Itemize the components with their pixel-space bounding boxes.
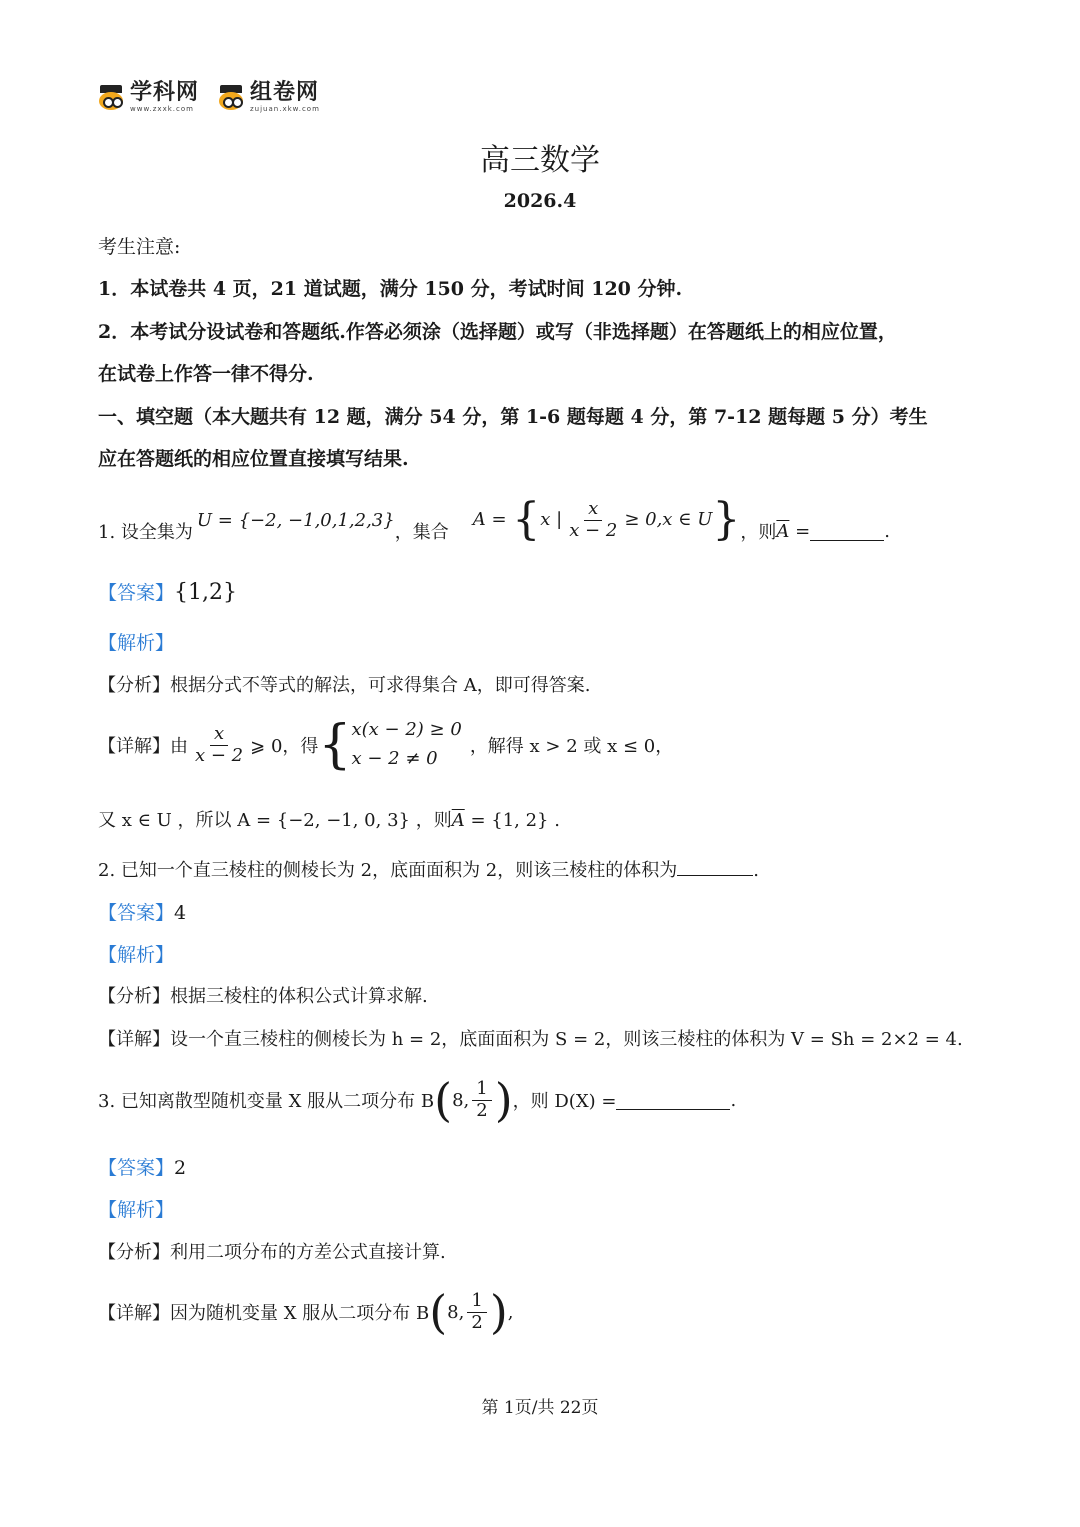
logo-url: zujuan.xkw.com <box>250 105 320 113</box>
q3-tail: ，则 D(X) = <box>512 1091 617 1112</box>
q1-jiexi-row <box>98 628 174 655</box>
q3-detail-binom-n: 8, <box>447 1301 465 1323</box>
q3-detail-prefix: 因为随机变量 X 服从二项分布 B <box>170 1303 430 1324</box>
jiexi-tag: 【解析】 <box>98 632 175 654</box>
q3-detail-tail: , <box>507 1301 514 1323</box>
xiangjie-tag: 【详解】 <box>98 736 170 757</box>
q1-system: { x(x − 2) ≥ 0 x − 2 ≠ 0 <box>318 715 462 775</box>
logo-name: 学科网 <box>130 80 200 105</box>
q1-eq: = <box>789 520 811 542</box>
q2-answer-row <box>98 898 186 925</box>
owl-icon <box>98 85 124 111</box>
q1-line2: 又 x ∈ U ，所以 A = {−2, −1, 0, 3} ，则 <box>98 810 452 831</box>
section-heading: 一、填空题（本大题共有 12 题，满分 54 分，第 1-6 题每题 4 分，第 7-12 题每题 5 分）考生 <box>98 406 928 428</box>
q1-line2-abar: $\overline{A}$ <box>451 810 465 831</box>
answer-blank <box>616 1091 730 1110</box>
jiexi-tag: 【解析】 <box>98 1199 175 1221</box>
q1-set-A: A = {x | $\frac{x}{x - 2}$ ≥ 0,x ∈ U} <box>472 494 741 545</box>
q1-A-lhs: A = <box>472 509 513 530</box>
fenxi-tag: 【分析】 <box>98 675 170 696</box>
q3-prefix: 3. 已知离散型随机变量 X 服从二项分布 B <box>98 1091 435 1112</box>
q3-fenxi: 利用二项分布的方差公式直接计算. <box>170 1242 446 1263</box>
q1-answer: {1,2} <box>174 580 237 605</box>
q1-tail: ，则 <box>740 522 777 543</box>
exam-date: 2026.4 <box>503 190 577 212</box>
q1-frac-num: x <box>584 499 602 521</box>
q1-complement <box>776 521 810 542</box>
q1-detail-row <box>98 714 673 776</box>
notice-item-1: 1．本试卷共 4 页，21 道试题，满分 150 分，考试时间 120 分钟. <box>98 278 683 300</box>
q1-detail-solve: ，解得 x > 2 或 x ≤ 0， <box>469 736 674 757</box>
q3-detail-row: 【详解】 因为随机变量 X 服从二项分布 B ( 8, $\frac{1}{2}$ ) , <box>98 1285 514 1339</box>
logo-zujuanwang <box>218 82 320 113</box>
section-heading-cont: 应在答题纸的相应位置直接填写结果. <box>98 448 409 470</box>
q3-binom-num: 1 <box>472 1079 491 1101</box>
answer-tag: 【答案】 <box>98 582 175 604</box>
logo-xuekewang <box>98 82 199 113</box>
q1-universal-set: U = {−2, −1,0,1,2,3} <box>196 509 395 531</box>
notice-item-2-cont: 在试卷上作答一律不得分. <box>98 363 314 385</box>
q1-line2-end: = {1, 2} . <box>464 810 560 831</box>
question-1: 1. 设全集为 U = {−2, −1,0,1,2,3} ，集合 A = {x | $\frac{x}{x - 2}$ ≥ 0,x ∈ U} ，则 $\overline{A}$ = . <box>98 494 890 545</box>
fenxi-tag: 【分析】 <box>98 1242 170 1263</box>
q1-abar: $\overline{A}$ <box>776 520 790 542</box>
q3-fenxi-row <box>98 1238 446 1264</box>
question-3: 3. 已知离散型随机变量 X 服从二项分布 B ( 8, $\frac{1}{2}$ ) ，则 D(X) = . <box>98 1073 737 1127</box>
xiangjie-tag: 【详解】 <box>98 1303 170 1324</box>
page-title: 高三数学 <box>480 143 600 178</box>
q2-detail: 设一个直三棱柱的侧棱长为 h = 2，底面面积为 S = 2，则该三棱柱的体积为 V = Sh = 2×2 = 4. <box>170 1029 963 1050</box>
notice-item-2: 2．本考试分设试卷和答题纸.作答必须涂（选择题）或写（非选择题）在答题纸上的相应位置， <box>98 321 897 343</box>
q1-sys-row1: x(x − 2) ≥ 0 <box>351 719 462 741</box>
q1-prefix: 1. 设全集为 <box>98 522 193 543</box>
q1-answer-row <box>98 578 237 605</box>
q1-detail-you: 由 <box>170 736 188 757</box>
q2-fenxi-row <box>98 982 428 1008</box>
owl-icon <box>218 85 244 111</box>
jiexi-tag: 【解析】 <box>98 944 175 966</box>
q3-detail-binom-den: 2 <box>471 1311 483 1333</box>
logo-name: 组卷网 <box>250 80 320 105</box>
q1-fenxi: 根据分式不等式的解法，可求得集合 A，即可得答案. <box>170 675 591 696</box>
q3-answer: 2 <box>174 1157 187 1179</box>
q1-detail-ge: ⩾ 0，得 <box>250 736 319 757</box>
q1-A-rest: ≥ 0,x ∈ U <box>624 509 713 530</box>
page-footer: 第 1页/共 22页 <box>481 1398 599 1418</box>
q3-binom-n: 8, <box>452 1089 470 1111</box>
q1-mid: ，集合 <box>394 522 449 543</box>
q1-frac-den: x − 2 <box>569 519 618 541</box>
q2-jiexi-row <box>98 940 174 967</box>
answer-tag: 【答案】 <box>98 902 175 924</box>
q1-detail-frac-num: x <box>210 724 228 746</box>
q1-detail-frac-den: x − 2 <box>195 744 244 766</box>
q2-detail-row <box>98 1025 963 1051</box>
notice-heading: 考生注意: <box>98 236 181 258</box>
question-2: 2. 已知一个直三棱柱的侧棱长为 2，底面面积为 2，则该三棱柱的体积为 . <box>98 856 759 882</box>
q3-binom-den: 2 <box>476 1099 488 1121</box>
q3-jiexi-row <box>98 1195 174 1222</box>
q3-answer-row <box>98 1153 186 1180</box>
q1-detail-line2 <box>98 806 560 832</box>
q2-text: 2. 已知一个直三棱柱的侧棱长为 2，底面面积为 2，则该三棱柱的体积为 <box>98 860 678 881</box>
fenxi-tag: 【分析】 <box>98 986 170 1007</box>
answer-tag: 【答案】 <box>98 1157 175 1179</box>
answer-blank <box>810 522 884 541</box>
xiangjie-tag: 【详解】 <box>98 1029 170 1050</box>
q2-answer: 4 <box>174 902 187 924</box>
logo-url: www.zxxk.com <box>130 105 194 113</box>
answer-blank <box>677 857 753 876</box>
q1-fenxi-row <box>98 671 590 697</box>
q2-fenxi: 根据三棱柱的体积公式计算求解. <box>170 986 428 1007</box>
q1-sys-row2: x − 2 ≠ 0 <box>351 748 438 769</box>
q3-detail-binom-num: 1 <box>467 1291 486 1313</box>
